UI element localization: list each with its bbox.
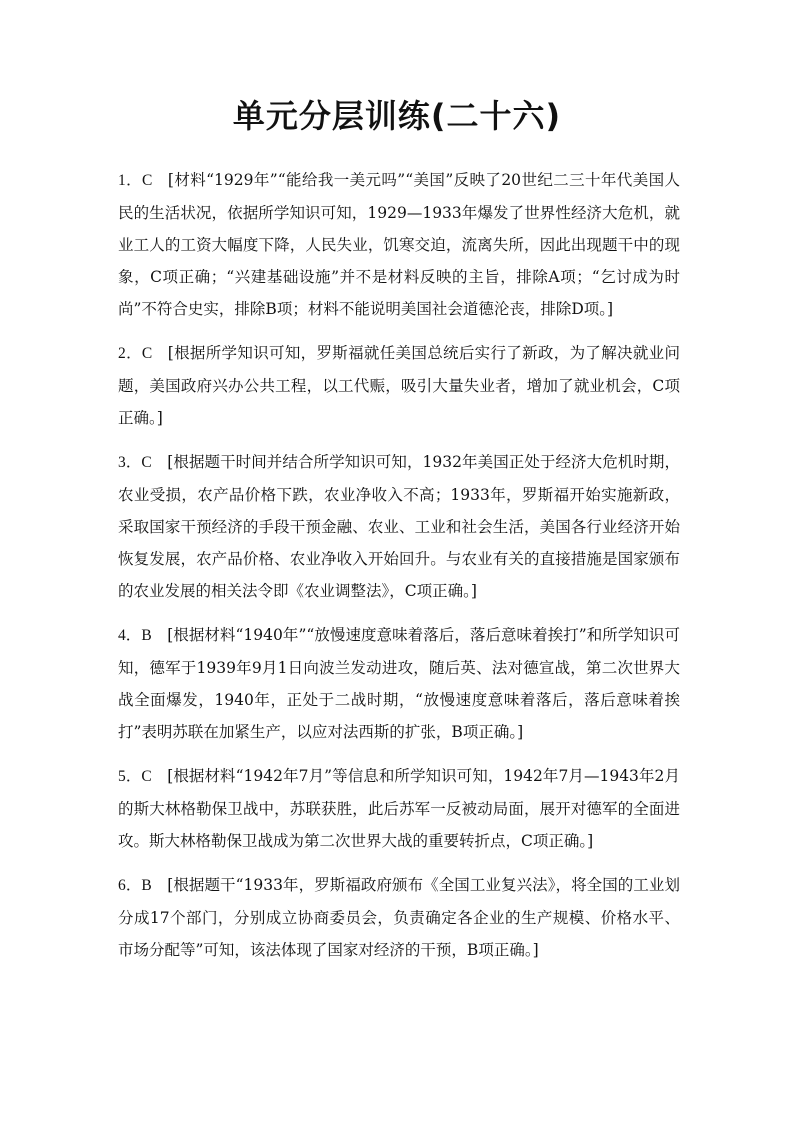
answer-number: 6．	[118, 877, 142, 894]
answer-choice: B	[141, 877, 152, 894]
answer-choice: C	[141, 345, 153, 362]
answer-explanation: [材料“1929年”“能给我一美元吗”“美国”反映了20世纪二三十年代美国人民的生活状况，依据所学知识可知，1929—1933年爆发了世界性经济大危机，就业工人的工资大幅度下降，人民失业，饥寒交迫，流离失所，因此出现题干中的现象，C项正确；“兴建基础设施”并不是材料反映的主旨，排除A项；“乞讨成为时尚”不符合史实，排除B项；材料不能说明美国社会道德沦丧，排除D项。]	[118, 171, 680, 318]
answer-choice: C	[142, 172, 153, 189]
answer-explanation: [根据题干时间并结合所学知识可知，1932年美国正处于经济大危机时期，农业受损，农产品价格下跌，农业净收入不高；1933年，罗斯福开始实施新政，采取国家干预经济的手段干预金融、农业、工业和社会生活，美国各行业经济开始恢复发展，农产品价格、农业净收入开始回升。与农业有关的直接措施是国家颁布的农业发展的相关法令即《农业调整法》，C项正确。]	[118, 453, 680, 600]
answer-number: 2．	[118, 345, 142, 362]
answer-explanation: [根据所学知识可知，罗斯福就任美国总统后实行了新政，为了解决就业问题，美国政府兴办公共工程，以工代赈，吸引大量失业者，增加了就业机会，C项正确。]	[118, 344, 680, 427]
answer-item-2	[118, 337, 680, 434]
answer-item-4	[118, 619, 680, 748]
answer-number: 5．	[118, 768, 142, 785]
answer-choice: C	[141, 768, 152, 785]
page-title: 单元分层训练(二十六)	[232, 97, 562, 135]
answer-number: 4．	[118, 627, 142, 644]
answer-explanation: [根据材料“1942年7月”等信息和所学知识可知，1942年7月—1943年2月的斯大林格勒保卫战中，苏联获胜，此后苏军一反被动局面，展开对德军的全面进攻。斯大林格勒保卫战成为第二次世界大战的重要转折点，C项正确。]	[118, 767, 680, 850]
answer-item-6	[118, 869, 680, 966]
answer-item-5	[118, 760, 680, 857]
answer-explanation: [根据题干“1933年，罗斯福政府颁布《全国工业复兴法》，将全国的工业划分成17个部门，分别成立协商委员会，负责确定各企业的生产规模、价格水平、市场分配等”可知，该法体现了国家对经济的干预，B项正确。]	[118, 876, 680, 959]
answer-item-1	[118, 164, 680, 325]
answer-list	[118, 164, 680, 978]
answer-explanation: [根据材料“1940年”“放慢速度意味着落后，落后意味着挨打”和所学知识可知，德军于1939年9月1日向波兰发动进攻，随后英、法对德宣战，第二次世界大战全面爆发，1940年，正处于二战时期，“放慢速度意味着落后，落后意味着挨打”表明苏联在加紧生产，以应对法西斯的扩张，B项正确。]	[118, 626, 680, 741]
answer-number: 3．	[118, 454, 142, 471]
answer-item-3	[118, 446, 680, 607]
answer-choice: B	[141, 627, 152, 644]
answer-number: 1．	[118, 172, 143, 189]
answer-choice: C	[141, 454, 152, 471]
